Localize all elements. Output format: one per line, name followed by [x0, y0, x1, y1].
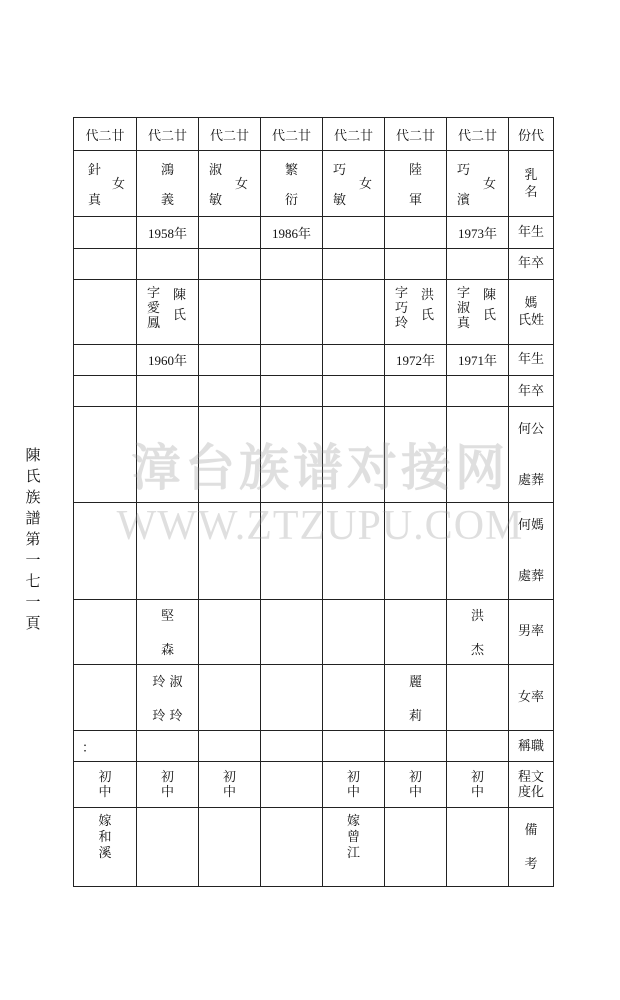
spouse-birth-cell: 1972年 [385, 344, 447, 375]
header-cell: 代二廿 [74, 118, 137, 151]
daughters-cell [199, 665, 261, 731]
header-cell: 代二廿 [199, 118, 261, 151]
sons-cell: 洪 杰 [447, 599, 509, 665]
page-sidebar-title: 陳氏族譜第一七一頁 [25, 446, 41, 632]
education-cell: 初 中 [74, 762, 137, 808]
sons-cell [323, 599, 385, 665]
notes-cell: 嫁和溪 [74, 808, 137, 887]
name-cell: 淑 女 敏 [199, 151, 261, 217]
notes-cell: 嫁曾江 [323, 808, 385, 887]
birth-year-cell: 1958年 [137, 217, 199, 248]
row-label: 何媽 處葬 [509, 503, 554, 599]
spouse-cell: 字愛鳳 陳氏 [137, 279, 199, 344]
education-cell: 初 中 [199, 762, 261, 808]
name-cell: 巧 女 敏 [323, 151, 385, 217]
born-row [74, 217, 554, 248]
watermark-title: 漳台族谱对接网 [131, 439, 509, 497]
education-cell: 初 中 [385, 762, 447, 808]
row-label: 年生 [509, 344, 554, 375]
sons-cell [385, 599, 447, 665]
name-cell: 繁 衍 [261, 151, 323, 217]
row-label: 年卒 [509, 375, 554, 406]
spouse-row [74, 279, 554, 344]
sons-cell [261, 599, 323, 665]
row-label: 女率 [509, 665, 554, 731]
burial-row [74, 407, 554, 503]
header-cell: 代二廿 [261, 118, 323, 151]
spouse-cell [74, 279, 137, 344]
spouse-cell: 字淑真 陳氏 [447, 279, 509, 344]
birth-year-cell [323, 217, 385, 248]
spouse-burial-row [74, 503, 554, 599]
daughters-cell [74, 665, 137, 731]
header-label-cell: 份代 [509, 118, 554, 151]
spouse-born-row [74, 344, 554, 375]
birth-year-cell [199, 217, 261, 248]
daughters-cell [323, 665, 385, 731]
birth-year-cell [385, 217, 447, 248]
daughters-cell: 玲 淑 玲 玲 [137, 665, 199, 731]
birth-year-cell [74, 217, 137, 248]
name-cell: 鴻 義 [137, 151, 199, 217]
birth-year-cell: 1973年 [447, 217, 509, 248]
daughters-cell [447, 665, 509, 731]
row-label: 男率 [509, 599, 554, 665]
title-cell: ： [74, 731, 137, 762]
header-cell: 代二廿 [385, 118, 447, 151]
spouse-cell [323, 279, 385, 344]
spouse-birth-cell [323, 344, 385, 375]
education-cell: 初 中 [323, 762, 385, 808]
spouse-birth-cell [199, 344, 261, 375]
header-cell: 代二廿 [137, 118, 199, 151]
name-row [74, 151, 554, 217]
education-cell [261, 762, 323, 808]
row-label: 備 考 [509, 808, 554, 887]
education-row [74, 762, 554, 808]
header-cell: 代二廿 [447, 118, 509, 151]
daughters-cell: 麗 莉 [385, 665, 447, 731]
name-cell: 巧 女 濱 [447, 151, 509, 217]
header-cell: 代二廿 [323, 118, 385, 151]
education-cell: 初 中 [447, 762, 509, 808]
daughters-row [74, 665, 554, 731]
spouse-birth-cell [74, 344, 137, 375]
row-label: 乳 名 [509, 151, 554, 217]
row-label: 年卒 [509, 248, 554, 279]
notes-row [74, 808, 554, 887]
spouse-died-row [74, 375, 554, 406]
name-cell: 陸 軍 [385, 151, 447, 217]
daughters-cell [261, 665, 323, 731]
row-label: 媽 氏姓 [509, 279, 554, 344]
sons-cell [74, 599, 137, 665]
watermark-url: WWW.ZTZUPU.COM [116, 503, 524, 549]
name-cell: 針 女 真 [74, 151, 137, 217]
row-label: 程文 度化 [509, 762, 554, 808]
row-label: 年生 [509, 217, 554, 248]
education-cell: 初 中 [137, 762, 199, 808]
spouse-cell: 字巧玲 洪氏 [385, 279, 447, 344]
title-row [74, 731, 554, 762]
birth-year-cell: 1986年 [261, 217, 323, 248]
header-row [74, 118, 554, 151]
spouse-birth-cell [261, 344, 323, 375]
sons-cell [199, 599, 261, 665]
died-row [74, 248, 554, 279]
spouse-cell [199, 279, 261, 344]
row-label: 稱職 [509, 731, 554, 762]
spouse-birth-cell: 1960年 [137, 344, 199, 375]
sons-row [74, 599, 554, 665]
row-label: 何公 處葬 [509, 407, 554, 503]
sons-cell: 堅 森 [137, 599, 199, 665]
spouse-cell [261, 279, 323, 344]
spouse-birth-cell: 1971年 [447, 344, 509, 375]
genealogy-table [73, 117, 554, 887]
